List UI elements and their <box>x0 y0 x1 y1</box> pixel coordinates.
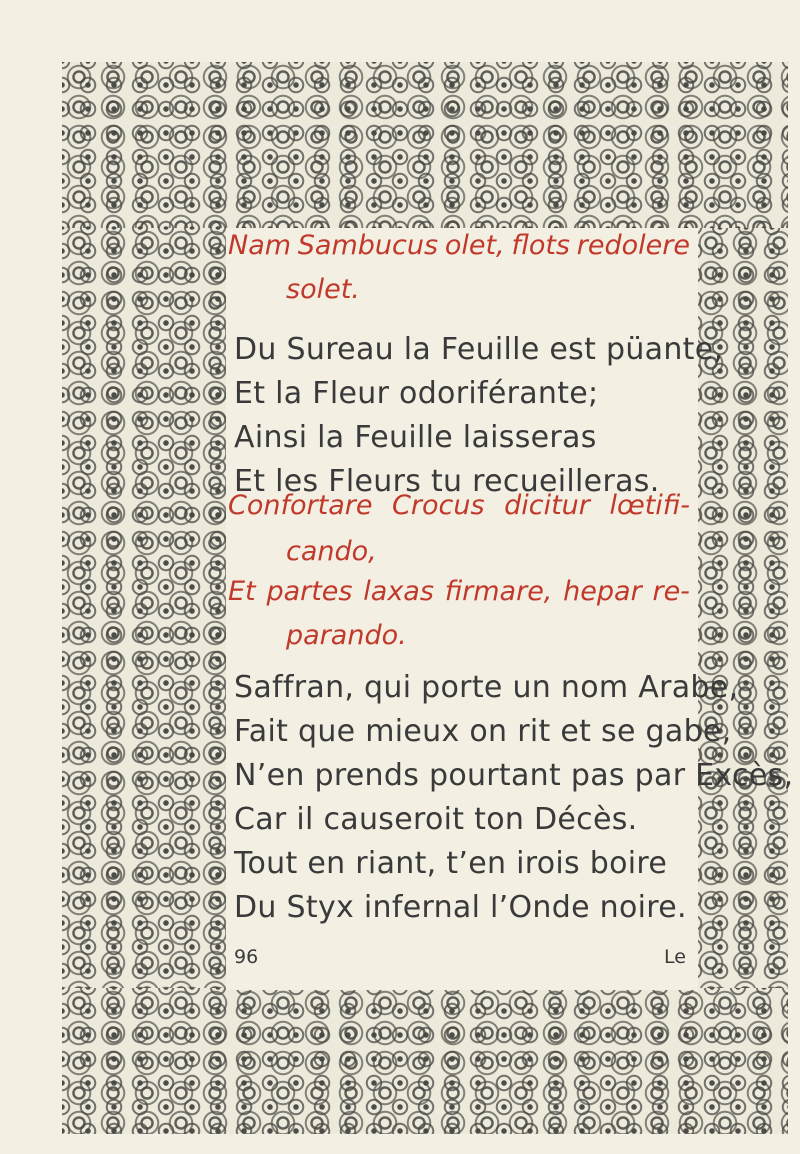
text-panel <box>226 228 794 990</box>
latin-word: Nam <box>228 230 292 261</box>
latin-word: redolere <box>576 230 690 261</box>
latin-word: re- <box>652 576 690 607</box>
latin-word: flots <box>511 230 570 261</box>
latin-word: Crocus <box>392 490 485 521</box>
latin-word: lœtifi- <box>609 490 690 521</box>
page-number: 96 <box>234 946 259 968</box>
french-verse-2-line-4: Car il causeroit ton Décès. <box>234 802 638 837</box>
latin-word: dicitur <box>504 490 590 521</box>
french-verse-1-line-4: Et les Fleurs tu recueilleras. <box>234 464 660 499</box>
latin-word: Confortare <box>228 490 373 521</box>
french-verse-2-line-3: N’en prends pourtant pas par Excès, <box>234 758 794 793</box>
latin-word: hepar <box>563 576 642 607</box>
french-verse-2-line-2: Fait que mieux on rit et se gabe, <box>234 714 732 749</box>
latin-verse-2-line-4: parando. <box>286 620 407 651</box>
ornamental-border-bottom <box>62 988 788 1134</box>
ornamental-border-top <box>62 62 788 228</box>
latin-verse-1-line-2: solet. <box>286 274 360 305</box>
french-verse-2-line-6: Du Styx infernal l’Onde noire. <box>234 890 687 925</box>
french-verse-2-line-1: Saffran, qui porte un nom Arabe, <box>234 670 739 705</box>
french-verse-1-line-1: Du Sureau la Feuille est püante, <box>234 332 724 367</box>
latin-word: Et <box>228 576 256 607</box>
latin-verse-1-line-1 <box>228 230 690 261</box>
ornamental-border-left <box>62 228 242 988</box>
latin-word: olet, <box>444 230 505 261</box>
latin-verse-2-line-3 <box>228 576 690 607</box>
french-verse-1-line-2: Et la Fleur odoriférante; <box>234 376 599 411</box>
french-verse-2-line-5: Tout en riant, t’en irois boire <box>234 846 668 881</box>
french-verse-1-line-3: Ainsi la Feuille laisseras <box>234 420 597 455</box>
catchword: Le <box>664 946 686 968</box>
latin-word: Sambucus <box>297 230 439 261</box>
latin-verse-2-line-1 <box>228 490 690 521</box>
latin-word: firmare, <box>444 576 553 607</box>
latin-word: laxas <box>363 576 434 607</box>
latin-verse-2-line-2: cando, <box>286 536 377 567</box>
latin-word: partes <box>266 576 353 607</box>
